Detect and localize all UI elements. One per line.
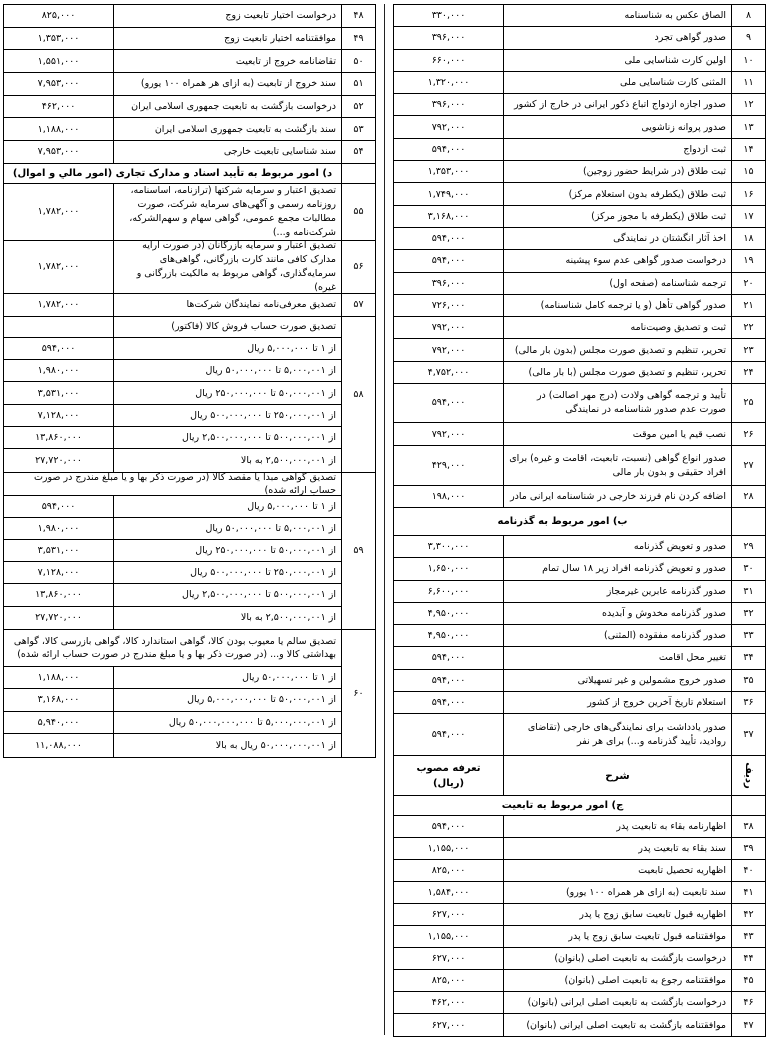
row-number: ۵۳ — [341, 118, 375, 140]
row-description: درخواست اختیار تابعیت زوج — [113, 5, 341, 27]
tier-range: از ۲,۵۰۰,۰۰۰,۰۰۱ به بالا — [113, 449, 341, 471]
row-number: ۱۵ — [731, 161, 765, 182]
row-number: ۸ — [731, 5, 765, 26]
section-title: ب) امور مربوط به گذرنامه — [497, 516, 628, 528]
row-description: صدور اجازه ازدواج اتباع ذکور ایرانی در خارج از کشور — [503, 94, 731, 115]
row-description: نصب قیم یا امین موقت — [503, 423, 731, 445]
row-description: موافقتنامه اختیار تابعیت زوج — [113, 28, 341, 50]
row-number: ۱۸ — [731, 228, 765, 249]
table-row — [394, 838, 765, 860]
tier-range: از ۲۵۰,۰۰۰,۰۰۱ تا ۵۰۰,۰۰۰,۰۰۰ ریال — [113, 562, 341, 583]
row-fee: ۷۹۲,۰۰۰ — [431, 121, 466, 133]
row-fee: ۵۹۴,۰۰۰ — [431, 674, 466, 686]
table-row — [394, 273, 765, 295]
row-description: موافقتنامه رجوع به تابعیت اصلی (بانوان) — [503, 970, 731, 991]
tier-fee: ۷,۱۲۸,۰۰۰ — [37, 409, 80, 421]
row-description: ثبت طلاق (یکطرفه با مجوز مرکز) — [503, 206, 731, 227]
tier-range: از ۱ تا ۵۰,۰۰۰,۰۰۰ ریال — [113, 667, 341, 689]
row-number: ۲۶ — [731, 423, 765, 445]
row-number: ۵۸ — [341, 317, 375, 472]
row-fee: ۴,۹۵۰,۰۰۰ — [427, 607, 470, 619]
table-row — [394, 446, 765, 486]
row-fee: ۷,۹۵۳,۰۰۰ — [37, 78, 80, 90]
section-title: ج) امور مربوط به تابعیت — [501, 800, 624, 812]
table-row — [4, 28, 375, 51]
table-row — [394, 384, 765, 423]
tier-range: از ۵,۰۰۰,۰۰۱ تا ۵۰,۰۰۰,۰۰۰ ریال — [113, 360, 341, 381]
tier-fee: ۱,۹۸۰,۰۰۰ — [37, 522, 80, 534]
table-row — [394, 250, 765, 272]
row-fee: ۵۹۴,۰۰۰ — [431, 143, 466, 155]
tier-fee: ۲۷,۷۲۰,۰۰۰ — [35, 612, 82, 624]
row-number: ۳۳ — [731, 625, 765, 646]
row-description: تصدیق اعتبار و سرمایه بازرگانان (در صورت ارایه مدارک کافی مانند کارت بازرگانی، گواهی‌های سرمایه‌گذاری، گواهی مربوط به مالکیت بازرگانی و غیره) — [113, 241, 341, 293]
row-description: صدور گذرنامه عابرین غیرمجاز — [503, 581, 731, 602]
row-fee: ۴۶۲,۰۰۰ — [41, 101, 76, 113]
table-row — [394, 882, 765, 904]
row-description: صدور انواع گواهی (نسبت، تابعیت، اقامت و غیره) برای افراد حقیقی و بدون بار مالی — [503, 446, 731, 485]
table-row — [394, 816, 765, 838]
column-separator — [384, 4, 385, 1035]
row-fee: ۳۳۰,۰۰۰ — [431, 10, 466, 22]
row-description: تصدیق معرفی‌نامه نمایندگان شرکت‌ها — [113, 294, 341, 316]
tier-fee: ۱,۹۸۰,۰۰۰ — [37, 365, 80, 377]
section-header-row — [394, 508, 765, 536]
row-number: ۴۱ — [731, 882, 765, 903]
table-row — [394, 183, 765, 205]
table-row — [4, 73, 375, 96]
row-description: صدور و تعویض گذرنامه افراد زیر ۱۸ سال تمام — [503, 558, 731, 579]
table-row — [394, 558, 765, 580]
row-number: ۲۵ — [731, 384, 765, 422]
row-description: ثبت و تصدیق وصیت‌نامه — [503, 317, 731, 338]
table-row — [4, 241, 375, 294]
row-description: درخواست بازگشت به تابعیت جمهوری اسلامی ایران — [113, 96, 341, 118]
group-title: تصدیق گواهی مبدأ یا مقصد کالا (در صورت ذکر بها و یا مبلغ مندرج در صورت حساب ارائه شده) — [33, 472, 336, 495]
row-number: ۲۴ — [731, 362, 765, 383]
table-row — [394, 536, 765, 558]
row-number: ۵۱ — [341, 73, 375, 95]
row-description: صدور گذرنامه مخدوش و آبدیده — [503, 603, 731, 624]
row-fee: ۱,۶۵۰,۰۰۰ — [427, 563, 470, 575]
row-number: ۳۲ — [731, 603, 765, 624]
row-number: ۲۱ — [731, 295, 765, 316]
table-row — [394, 486, 765, 508]
row-description: الصاق عکس به شناسنامه — [503, 5, 731, 26]
tier-row — [4, 427, 341, 449]
tier-range: از ۵۰,۰۰۰,۰۰۱ تا ۵,۰۰۰,۰۰۰,۰۰۰ ریال — [113, 689, 341, 711]
row-fee: ۷۹۲,۰۰۰ — [431, 344, 466, 356]
table-row — [394, 904, 765, 926]
row-number: ۲۷ — [731, 446, 765, 485]
row-number: ۴۵ — [731, 970, 765, 991]
group-header-row — [4, 317, 341, 338]
row-description: موافقتنامه بازگشت به تابعیت اصلی ایرانی (بانوان) — [503, 1014, 731, 1036]
row-fee: ۶۲۷,۰۰۰ — [431, 1019, 466, 1031]
table-row — [394, 948, 765, 970]
row-description: صدور و تعویض گذرنامه — [503, 536, 731, 557]
row-fee: ۶۲۷,۰۰۰ — [431, 953, 466, 965]
row-number: ۲۳ — [731, 339, 765, 360]
table-row — [4, 50, 375, 73]
table-row — [394, 50, 765, 72]
table-row — [394, 27, 765, 49]
table-row — [4, 184, 375, 241]
row-fee: ۷,۹۵۳,۰۰۰ — [37, 146, 80, 158]
row-description: سند خروج از تابعیت (به ازای هر همراه ۱۰۰ یورو) — [113, 73, 341, 95]
row-description: اظهاریه تحصیل تابعیت — [503, 860, 731, 881]
row-description: درخواست بازگشت به تابعیت اصلی ایرانی (بانوان) — [503, 992, 731, 1013]
row-description: درخواست صدور گواهی عدم سوء پیشینه — [503, 250, 731, 271]
row-description: سند بازگشت به تابعیت جمهوری اسلامی ایران — [113, 118, 341, 140]
row-fee: ۵۹۴,۰۰۰ — [431, 696, 466, 708]
tier-range: از ۵۰۰,۰۰۰,۰۰۱ تا ۲,۵۰۰,۰۰۰,۰۰۰ ریال — [113, 427, 341, 448]
row-description: اضافه کردن نام فرزند خارجی در شناسنامه ایرانی مادر — [503, 486, 731, 507]
row-fee: ۵۹۴,۰۰۰ — [431, 397, 466, 409]
table-row — [394, 647, 765, 669]
row-description: تقاضانامه خروج از تابعیت — [113, 50, 341, 72]
tier-row — [4, 518, 341, 540]
tier-fee: ۳,۵۳۱,۰۰۰ — [37, 387, 80, 399]
column-header-number — [731, 756, 765, 795]
tier-row — [4, 496, 341, 518]
tier-range: از ۱ تا ۵,۰۰۰,۰۰۰ ریال — [113, 338, 341, 359]
tier-row — [4, 405, 341, 427]
row-number: ۵۰ — [341, 50, 375, 72]
tier-row — [4, 712, 341, 735]
tier-fee: ۵,۹۴۰,۰۰۰ — [37, 716, 80, 728]
row-fee: ۱,۵۸۴,۰۰۰ — [427, 887, 470, 899]
row-fee: ۱,۷۸۲,۰۰۰ — [37, 260, 80, 272]
table-row — [394, 992, 765, 1014]
row-fee: ۷۹۲,۰۰۰ — [431, 322, 466, 334]
row-number: ۵۲ — [341, 96, 375, 118]
tier-range: از ۵۰,۰۰۰,۰۰۱ تا ۲۵۰,۰۰۰,۰۰۰ ریال — [113, 382, 341, 403]
row-description: اظهاریه قبول تابعیت سابق زوج یا پدر — [503, 904, 731, 925]
row-number: ۵۴ — [341, 141, 375, 163]
column-header-fee — [394, 756, 503, 795]
row-description: صدور گذرنامه مفقوده (المثنی) — [503, 625, 731, 646]
row-number: ۵۷ — [341, 294, 375, 316]
row-number: ۴۲ — [731, 904, 765, 925]
row-number: ۳۱ — [731, 581, 765, 602]
row-number: ۴۴ — [731, 948, 765, 969]
tier-range: از ۵,۰۰۰,۰۰۱ تا ۵۰,۰۰۰,۰۰۰ ریال — [113, 518, 341, 539]
row-number: ۵۹ — [341, 473, 375, 629]
tier-fee: ۵۹۴,۰۰۰ — [41, 342, 76, 354]
row-description: درخواست بازگشت به تابعیت اصلی (بانوان) — [503, 948, 731, 969]
column-header-row — [394, 756, 765, 796]
row-fee: ۳,۱۶۸,۰۰۰ — [427, 210, 470, 222]
row-fee: ۴,۹۵۰,۰۰۰ — [427, 630, 470, 642]
tier-list — [4, 317, 341, 472]
row-fee: ۴,۷۵۲,۰۰۰ — [427, 366, 470, 378]
table-row — [394, 603, 765, 625]
row-fee: ۴۲۹,۰۰۰ — [431, 459, 466, 471]
row-description: سند تابعیت (به ازای هر همراه ۱۰۰ یورو) — [503, 882, 731, 903]
row-number: ۲۰ — [731, 273, 765, 294]
tier-fee: ۳,۱۶۸,۰۰۰ — [37, 694, 80, 706]
table-row — [394, 692, 765, 714]
group-fee-empty — [4, 317, 113, 337]
section-header-row — [394, 796, 765, 816]
row-fee: ۵۹۴,۰۰۰ — [431, 728, 466, 740]
row-number: ۵۵ — [341, 184, 375, 240]
tier-row — [4, 584, 341, 606]
tier-fee: ۳,۵۳۱,۰۰۰ — [37, 545, 80, 557]
row-fee: ۳۹۶,۰۰۰ — [431, 32, 466, 44]
tier-range: از ۵,۰۰۰,۰۰۰,۰۰۱ تا ۵۰,۰۰۰,۰۰۰,۰۰۰ ریال — [113, 712, 341, 734]
tier-fee: ۱۳,۸۶۰,۰۰۰ — [35, 589, 82, 601]
row-description: صدور یادداشت برای نمایندگی‌های خارجی (تقاضای روادید، تأیید گذرنامه و...) برای هر نفر — [503, 714, 731, 755]
row-description: اظهارنامه بقاء به تابعیت پدر — [503, 816, 731, 837]
row-number: ۳۰ — [731, 558, 765, 579]
table-row — [394, 1014, 765, 1036]
tier-range: از ۲۵۰,۰۰۰,۰۰۱ تا ۵۰۰,۰۰۰,۰۰۰ ریال — [113, 405, 341, 426]
tiered-fee-group — [4, 630, 375, 757]
row-number: ۶۰ — [341, 630, 375, 757]
row-fee: ۵۹۴,۰۰۰ — [431, 652, 466, 664]
row-fee: ۵۹۴,۰۰۰ — [431, 821, 466, 833]
row-description: صدور گواهی تأهل (و یا ترجمه کامل شناسنامه) — [503, 295, 731, 316]
row-number: ۲۸ — [731, 486, 765, 507]
row-number: ۵۶ — [341, 241, 375, 293]
row-fee: ۸۲۵,۰۰۰ — [431, 865, 466, 877]
row-number: ۲۹ — [731, 536, 765, 557]
row-fee: ۱,۱۵۵,۰۰۰ — [427, 843, 470, 855]
table-row — [394, 581, 765, 603]
row-number: ۴۹ — [341, 28, 375, 50]
table-row — [394, 625, 765, 647]
row-description: تحریر، تنظیم و تصدیق صورت مجلس (بدون بار مالی) — [503, 339, 731, 360]
row-fee: ۴۶۲,۰۰۰ — [431, 997, 466, 1009]
fee-table-left — [3, 4, 376, 758]
row-fee: ۶۲۷,۰۰۰ — [431, 909, 466, 921]
tier-fee: ۱۱,۰۸۸,۰۰۰ — [35, 739, 82, 751]
row-number-empty — [731, 508, 765, 535]
row-fee: ۱۹۸,۰۰۰ — [431, 491, 466, 503]
table-row — [4, 118, 375, 141]
tier-range: از ۲,۵۰۰,۰۰۰,۰۰۱ به بالا — [113, 607, 341, 629]
row-description: صدور پروانه زناشویی — [503, 116, 731, 137]
row-fee: ۱,۷۴۹,۰۰۰ — [427, 188, 470, 200]
table-row — [394, 970, 765, 992]
row-fee: ۱,۳۵۳,۰۰۰ — [427, 166, 470, 178]
tier-row — [4, 562, 341, 584]
tier-fee: ۵۹۴,۰۰۰ — [41, 500, 76, 512]
row-fee: ۸۲۵,۰۰۰ — [41, 10, 76, 22]
tier-range: از ۵۰,۰۰۰,۰۰۱ تا ۲۵۰,۰۰۰,۰۰۰ ریال — [113, 540, 341, 561]
section-title: د) امور مربوط به تأیید اسناد و مدارک تجاری (امور مالي و اموال) — [12, 167, 333, 179]
row-fee: ۸۲۵,۰۰۰ — [431, 975, 466, 987]
row-description: صدور گواهی تجرد — [503, 27, 731, 48]
row-fee: ۱,۱۵۵,۰۰۰ — [427, 931, 470, 943]
row-description: تغییر محل اقامت — [503, 647, 731, 668]
row-description: ثبت طلاق (در شرایط حضور زوجین) — [503, 161, 731, 182]
row-fee: ۱,۷۸۲,۰۰۰ — [37, 299, 80, 311]
row-number: ۳۶ — [731, 692, 765, 713]
table-row — [394, 339, 765, 361]
table-row — [394, 423, 765, 446]
table-row — [4, 294, 375, 317]
row-number: ۳۸ — [731, 816, 765, 837]
fee-table-right — [393, 4, 766, 1037]
row-number: ۲۲ — [731, 317, 765, 338]
row-fee: ۱,۱۸۸,۰۰۰ — [37, 123, 80, 135]
column-header-number-label: ردیف — [743, 762, 754, 789]
row-number: ۱۳ — [731, 116, 765, 137]
row-number: ۱۴ — [731, 139, 765, 160]
column-header-description: شرح — [503, 756, 731, 795]
tier-fee: ۷,۱۲۸,۰۰۰ — [37, 567, 80, 579]
tier-fee: ۱,۱۸۸,۰۰۰ — [37, 671, 80, 683]
row-fee: ۱,۵۵۱,۰۰۰ — [37, 55, 80, 67]
row-description: ترجمه شناسنامه (صفحه اول) — [503, 273, 731, 294]
table-row — [394, 714, 765, 756]
tier-row — [4, 667, 341, 690]
row-number: ۴۶ — [731, 992, 765, 1013]
table-row — [394, 72, 765, 94]
tier-row — [4, 360, 341, 382]
table-row — [394, 94, 765, 116]
row-number: ۳۴ — [731, 647, 765, 668]
row-number: ۱۶ — [731, 183, 765, 204]
tier-row — [4, 540, 341, 562]
tier-fee: ۱۳,۸۶۰,۰۰۰ — [35, 432, 82, 444]
row-fee: ۵۹۴,۰۰۰ — [431, 255, 466, 267]
tier-fee: ۲۷,۷۲۰,۰۰۰ — [35, 454, 82, 466]
row-number: ۴۳ — [731, 926, 765, 947]
table-row — [394, 228, 765, 250]
table-row — [4, 96, 375, 119]
row-description: المثنی کارت شناسایی ملی — [503, 72, 731, 93]
row-description: سند بقاء به تابعیت پدر — [503, 838, 731, 859]
row-fee: ۱,۷۸۲,۰۰۰ — [37, 205, 80, 217]
tier-row — [4, 449, 341, 471]
row-fee: ۵۹۴,۰۰۰ — [431, 233, 466, 245]
row-number: ۱۲ — [731, 94, 765, 115]
row-number: ۴۷ — [731, 1014, 765, 1036]
tier-row — [4, 607, 341, 629]
row-number-empty — [731, 796, 765, 815]
table-row — [394, 317, 765, 339]
row-description: اخذ آثار انگشتان در نمایندگی — [503, 228, 731, 249]
row-number: ۳۵ — [731, 670, 765, 691]
table-row — [394, 161, 765, 183]
row-number-empty — [341, 164, 375, 183]
tiered-fee-group — [4, 317, 375, 473]
row-description: سند شناسایی تابعیت خارجی — [113, 141, 341, 163]
tier-list — [4, 473, 341, 629]
row-fee: ۳۹۶,۰۰۰ — [431, 277, 466, 289]
group-header-row — [4, 473, 341, 496]
row-description: تحریر، تنظیم و تصدیق صورت مجلس (با بار مالی) — [503, 362, 731, 383]
section-header-row — [4, 164, 375, 184]
column-header-fee-unit: (ریال) — [432, 777, 465, 789]
tier-range: از ۵۰,۰۰۰,۰۰۰,۰۰۱ ریال به بالا — [113, 734, 341, 757]
table-row — [394, 295, 765, 317]
row-number: ۴۸ — [341, 5, 375, 27]
row-description: ثبت طلاق (یکطرفه بدون استعلام مرکز) — [503, 183, 731, 204]
row-description: موافقتنامه قبول تابعیت سابق زوج یا پدر — [503, 926, 731, 947]
row-fee: ۷۹۲,۰۰۰ — [431, 428, 466, 440]
table-row — [394, 362, 765, 384]
tier-list — [4, 630, 341, 757]
row-description: صدور خروج مشمولین و غیر تسهیلاتی — [503, 670, 731, 691]
row-fee: ۳,۳۰۰,۰۰۰ — [427, 541, 470, 553]
row-number: ۱۹ — [731, 250, 765, 271]
table-row — [4, 141, 375, 164]
row-fee: ۷۲۶,۰۰۰ — [431, 300, 466, 311]
table-row — [394, 116, 765, 138]
row-description: ثبت ازدواج — [503, 139, 731, 160]
tier-row — [4, 734, 341, 757]
row-number: ۳۷ — [731, 714, 765, 755]
row-description: تصدیق اعتبار و سرمایه شرکتها (ترازنامه، اساسنامه، روزنامه رسمی و آگهی‌های سرمایه شرکت، صورت مطالبات مجمع عمومی، گواهی سهام و سهم‌الشرکه، شرکت‌نامه و...) — [113, 184, 341, 240]
row-number: ۱۰ — [731, 50, 765, 71]
row-number: ۹ — [731, 27, 765, 48]
tier-range: از ۵۰۰,۰۰۰,۰۰۱ تا ۲,۵۰۰,۰۰۰,۰۰۰ ریال — [113, 584, 341, 605]
row-fee: ۶۶۰,۰۰۰ — [431, 54, 466, 66]
row-number: ۴۰ — [731, 860, 765, 881]
group-header-row — [4, 630, 341, 667]
row-number: ۳۹ — [731, 838, 765, 859]
table-row — [394, 139, 765, 161]
table-row — [394, 206, 765, 228]
row-description: اولین کارت شناسایی ملی — [503, 50, 731, 71]
row-description: استعلام تاریخ آخرین خروج از کشور — [503, 692, 731, 713]
tier-range: از ۱ تا ۵,۰۰۰,۰۰۰ ریال — [113, 496, 341, 517]
row-number: ۱۷ — [731, 206, 765, 227]
row-fee: ۱,۳۲۰,۰۰۰ — [427, 77, 470, 89]
table-row — [394, 670, 765, 692]
tier-row — [4, 338, 341, 360]
row-description: تأیید و ترجمه گواهی ولادت (درج مهر اصالت) در صورت عدم صدور شناسنامه در نمایندگی — [503, 384, 731, 422]
group-title: تصدیق سالم یا معیوب بودن کالا، گواهی استاندارد کالا، گواهی بازرسی کالا، گواهی بهداشتی کالا و... (در صورت ذکر بها و یا مبلغ مندرج در صورت حساب ارائه شده) — [13, 635, 336, 660]
table-row — [394, 5, 765, 27]
row-fee: ۳۹۶,۰۰۰ — [431, 99, 466, 111]
tier-row — [4, 689, 341, 712]
row-fee: ۱,۳۵۳,۰۰۰ — [37, 33, 80, 45]
tiered-fee-group — [4, 473, 375, 630]
table-row — [4, 5, 375, 28]
tier-row — [4, 382, 341, 404]
table-row — [394, 926, 765, 948]
column-header-fee-label: تعرفه مصوب — [416, 762, 481, 774]
row-fee: ۶,۶۰۰,۰۰۰ — [427, 585, 470, 597]
row-number: ۱۱ — [731, 72, 765, 93]
group-title: تصدیق صورت حساب فروش کالا (فاکتور) — [113, 317, 341, 337]
table-row — [394, 860, 765, 882]
